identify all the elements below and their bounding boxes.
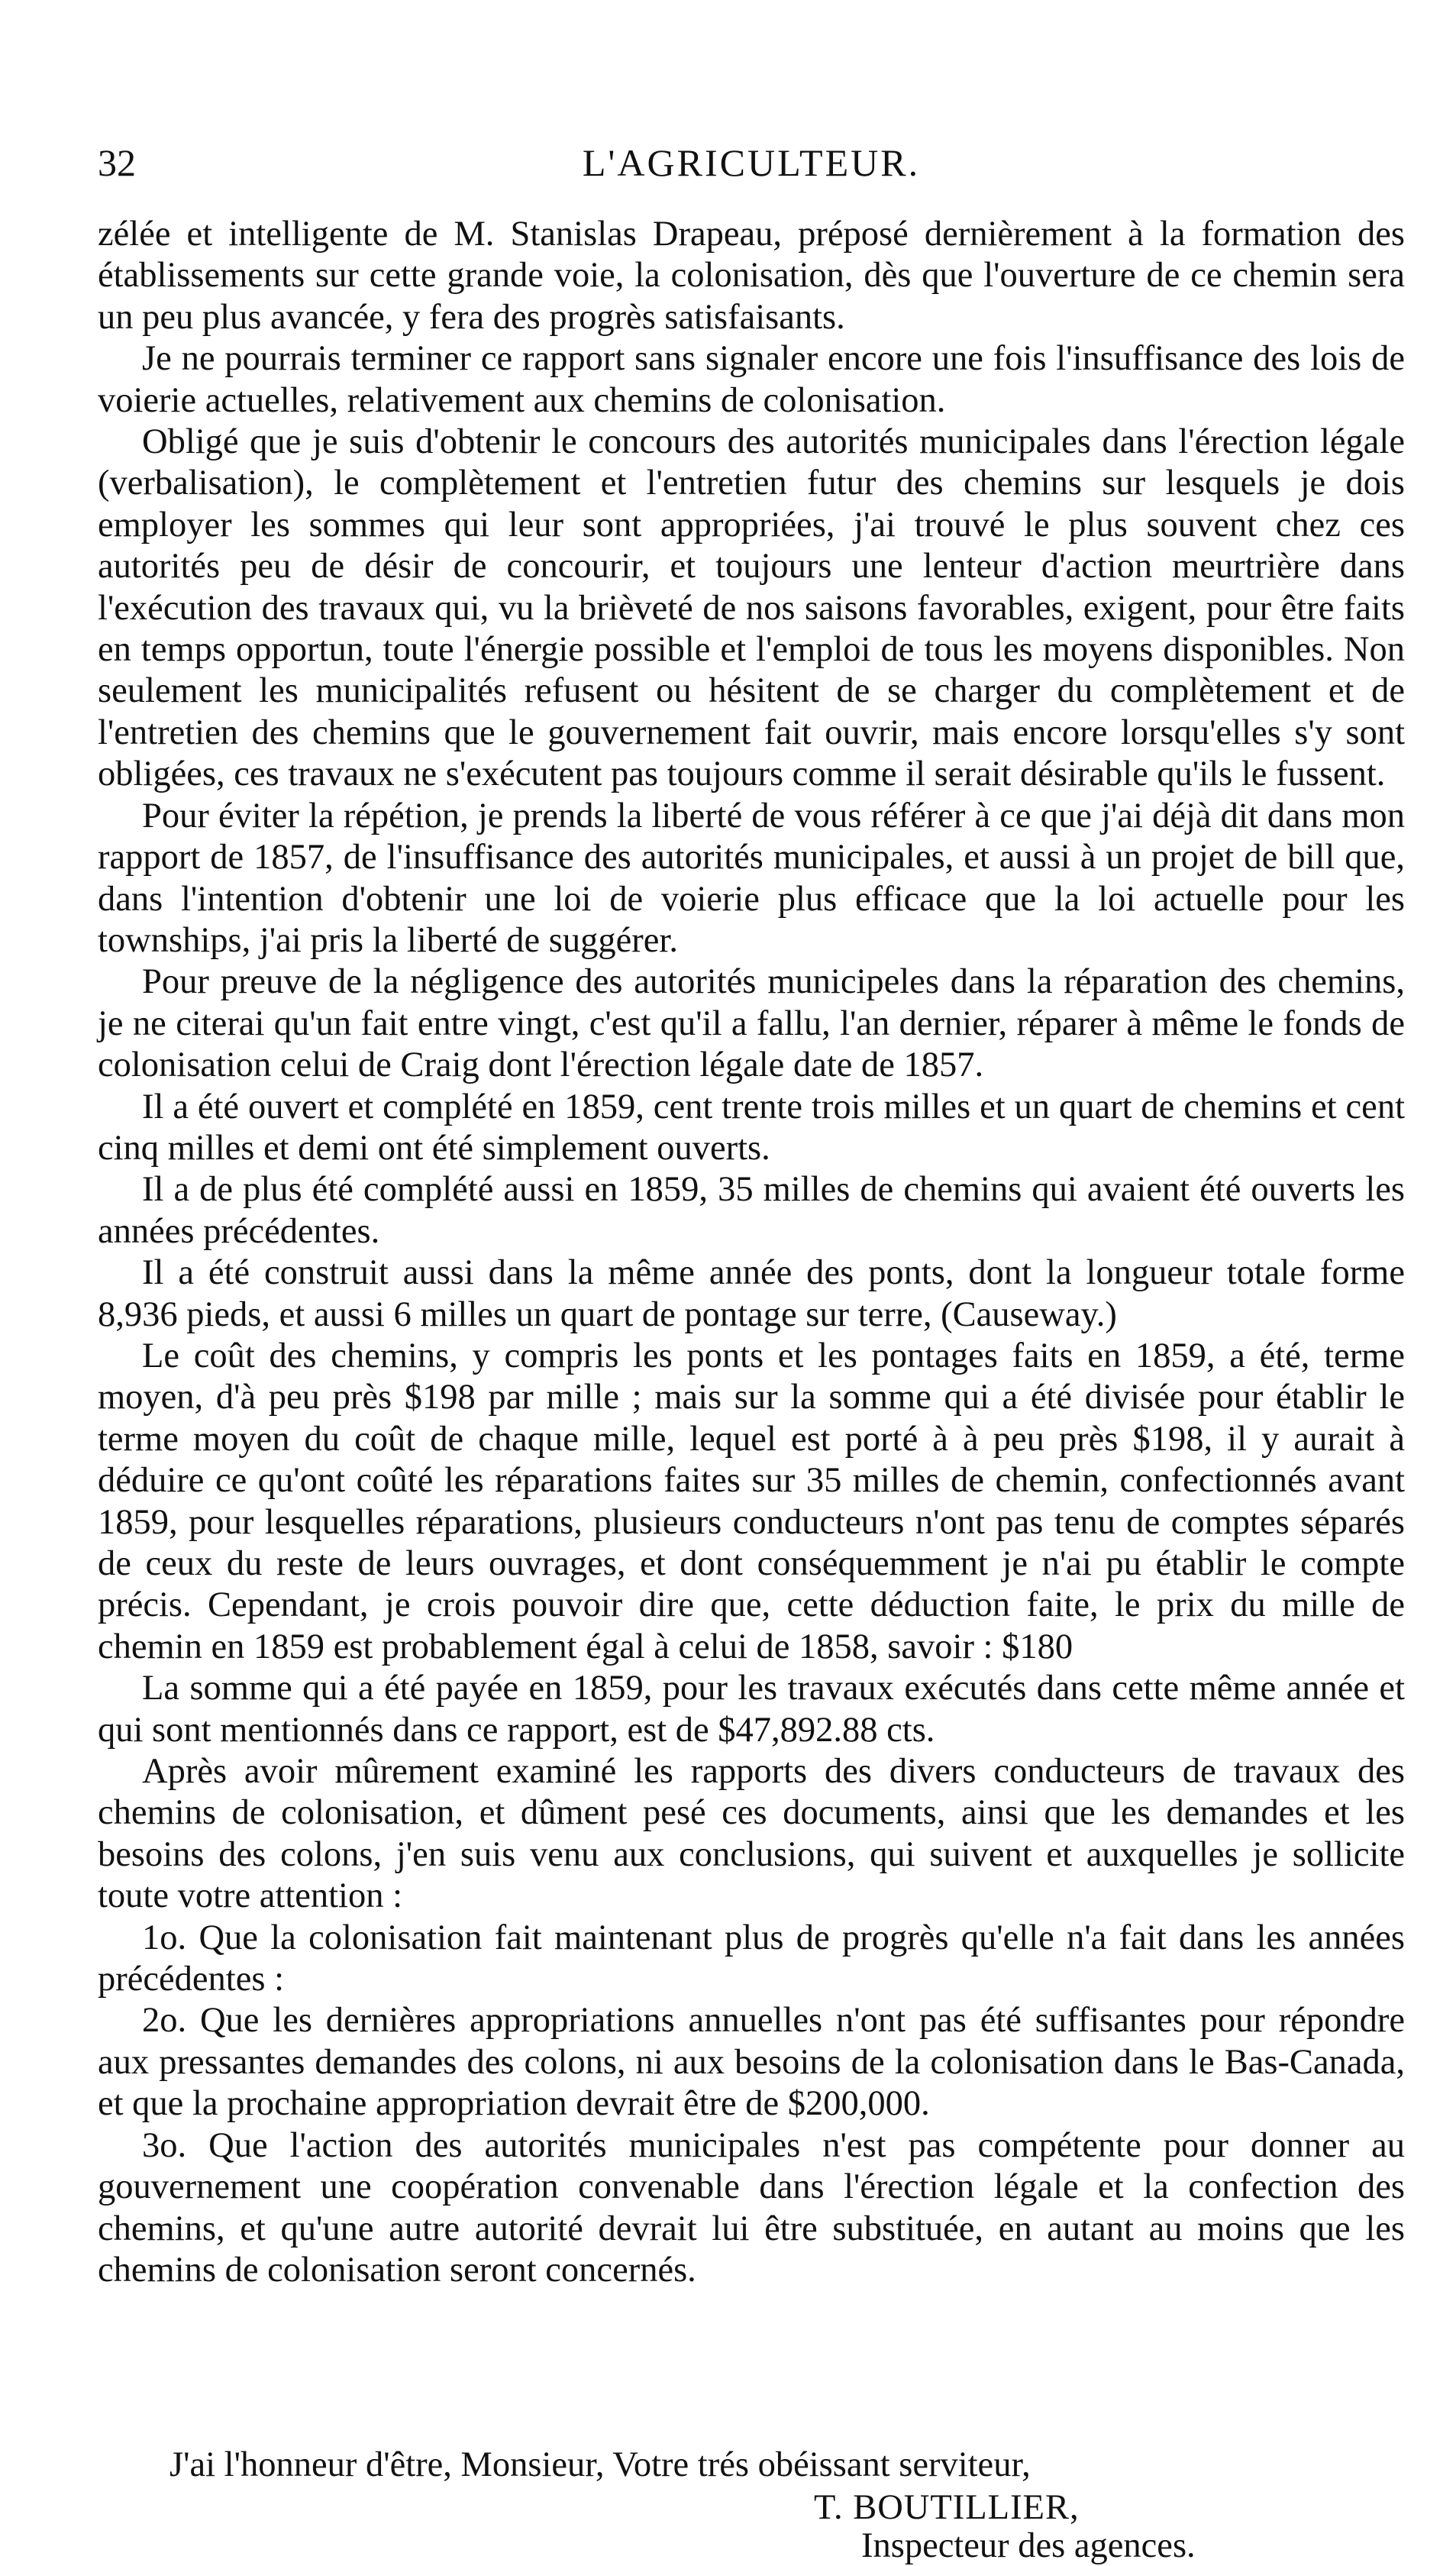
- document-body: [98, 214, 1405, 2291]
- paragraph-roads-completed: Il a de plus été complété aussi en 1859, 35 milles de chemins qui avaient été ouverts les années précédentes.: [98, 1170, 1405, 1251]
- paragraph-roads-opened: Il a été ouvert et complété en 1859, cent trente trois milles et un quart de chemins et cent cinq milles et demi ont été simplement ouverts.: [98, 1087, 1405, 1168]
- paragraph-negligence-example: Pour preuve de la négligence des autorités municipeles dans la réparation des chemins, je ne citerai qu'un fait entre vingt, c'est qu'il a fallu, l'an dernier, réparer à même le fonds de colonisation celui de Craig dont l'érection légale date de 1857.: [98, 962, 1405, 1085]
- paragraph-road-cost: Le coût des chemins, y compris les ponts et les pontages faits en 1859, a été, terme moyen, d'à peu près $198 par mille ; mais sur la somme qui a été divisée pour établir le terme moyen du coût de chaque mille, lequel est porté à à peu près $198, il y aurait à déduire ce qu'ont coûté les réparations faites sur 35 milles de chemin, confectionnés avant 1859, pour lesquelles réparations, plusieurs conducteurs n'ont pas tenu de comptes séparés de ceux du reste de leurs ouvrages, et dont conséquemment je n'ai pu établir le compte précis. Cependant, je crois pouvoir dire que, cette déduction faite, le prix du mille de chemin en 1859 est probablement égal à celui de 1858, savoir : $180: [98, 1336, 1405, 1666]
- signatory-name: T. BOUTILLIER,: [814, 2488, 1080, 2527]
- conclusion-item-3: 3o. Que l'action des autorités municipales n'est pas compétente pour donner au gouvernement une coopération convenable dans l'érection légale et la confection des chemins, et qu'une autre autorité devrait lui être substituée, en autant au moins que les chemins de colonisation seront concernés.: [98, 2125, 1405, 2290]
- signatory-title: Inspecteur des agences.: [861, 2526, 1196, 2565]
- paragraph-bill-reference: Pour éviter la répétion, je prends la liberté de vous référer à ce que j'ai déjà dit dans mon rapport de 1857, de l'insuffisance des autorités municipales, et aussi à un projet de bill que, dans l'intention d'obtenir une loi de voierie plus efficace que la loi actuelle pour les townships, j'ai pris la liberté de suggérer.: [98, 796, 1405, 960]
- paragraph-conclusions-intro: Après avoir mûrement examiné les rapports des divers conducteurs de travaux des chemins de colonisation, et dûment pesé ces documents, ainsi que les demandes et les besoins des colons, j'en suis venu aux conclusions, qui suivent et auxquelles je sollicite toute votre attention :: [98, 1752, 1405, 1916]
- conclusion-item-2: 2o. Que les dernières appropriations annuelles n'ont pas été suffisantes pour répondre aux pressantes demandes des colons, ni aux besoins de la colonisation dans le Bas-Canada, et que la prochaine appropriation devrait être de $200,000.: [98, 2001, 1405, 2124]
- paragraph-continuation: zélée et intelligente de M. Stanislas Drapeau, préposé dernièrement à la formation des établissements sur cette grande voie, la colonisation, dès que l'ouverture de ce chemin sera un peu plus avancée, y fera des progrès satisfaisants.: [98, 215, 1405, 337]
- page-number: 32: [98, 141, 136, 184]
- paragraph-amount-paid: La somme qui a été payée en 1859, pour les travaux exécutés dans cette même année et qui sont mentionnés dans ce rapport, est de $47,892.88 cts.: [98, 1669, 1405, 1750]
- signature-closing: [98, 2444, 1405, 2487]
- running-title: L'AGRICULTEUR.: [582, 141, 921, 184]
- closing-line: J'ai l'honneur d'être, Monsieur, Votre trés obéissant serviteur,: [169, 2445, 1031, 2484]
- paragraph-voierie-laws: Je ne pourrais terminer ce rapport sans signaler encore une fois l'insuffisance des lois de voierie actuelles, relativement aux chemins de colonisation.: [98, 339, 1405, 420]
- page-header: [98, 136, 1405, 189]
- paragraph-municipal-cooperation: Obligé que je suis d'obtenir le concours des autorités municipales dans l'érection légale (verbalisation), le complètement et l'entretien futur des chemins sur lesquels je dois employer les sommes qui leur sont appropriées, j'ai trouvé le plus souvent chez ces autorités peu de désir de concourir, et toujours une lenteur d'action meurtrière dans l'exécution des travaux qui, vu la brièveté de nos saisons favorables, exigent, pour être faits en temps opportun, toute l'énergie possible et l'emploi de tous les moyens disponibles. Non seulement les municipalités refusent ou hésitent de se charger du complètement et de l'entretien des chemins que le gouvernement fait ouvrir, mais encore lorsqu'elles s'y sont obligées, ces travaux ne s'exécutent pas toujours comme il serait désirable qu'ils le fussent.: [98, 422, 1405, 794]
- conclusion-item-1: 1o. Que la colonisation fait maintenant plus de progrès qu'elle n'a fait dans les années précédentes :: [98, 1918, 1405, 1999]
- paragraph-bridges: Il a été construit aussi dans la même année des ponts, dont la longueur totale forme 8,936 pieds, et aussi 6 milles un quart de pontage sur terre, (Causeway.): [98, 1253, 1405, 1334]
